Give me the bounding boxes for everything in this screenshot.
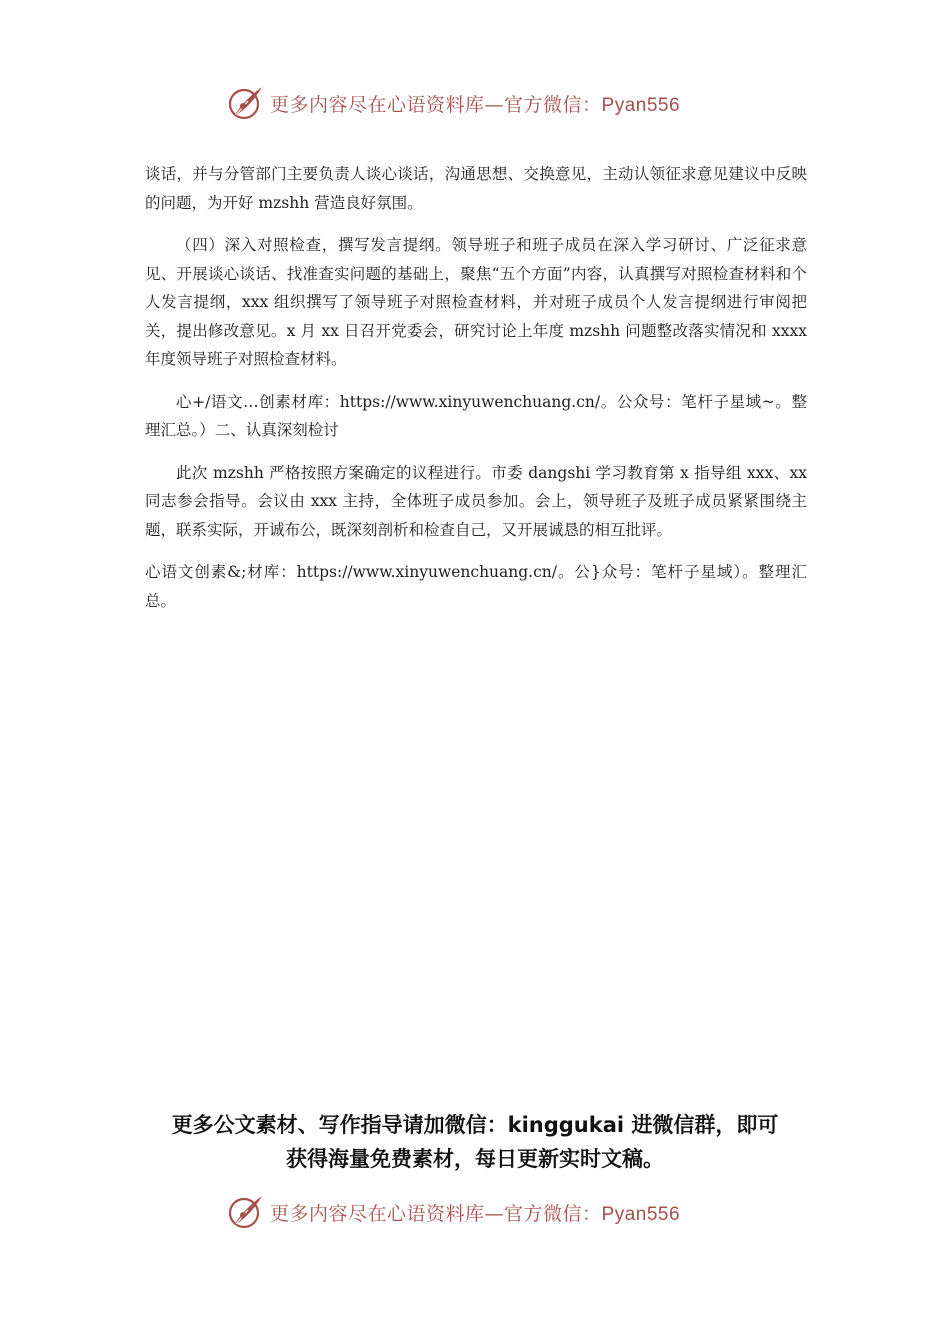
promo-block (140, 1108, 810, 1176)
paragraph-2: （四）深入对照检查，撰写发言提纲。领导班子和班子成员在深入学习研讨、广泛征求意见、开展谈心谈话、找准查实问题的基础上，聚焦“五个方面”内容，认真撰写对照检查材料和个人发言提纲，xxx 组织撰写了领导班子对照检查材料，并对班子成员个人发言提纲进行审阅把关，提出修改意见。x 月 xx 日召开党委会，研究讨论上年度 mzshh 问题整改落实情况和 xxxx 年度领导班子对照检查材料。 (145, 236, 807, 368)
banner-slogan: 更多内容尽在心语资料库—官方微信：Pyan556 (270, 93, 681, 116)
paragraph-3: 心+/语文…创素材库：https://www.xinyuwenchuang.cn/。公众号：笔杆子星域~。整理汇总。）二、认真深刻检讨 (145, 392, 807, 439)
banner-slogan: 更多内容尽在心语资料库—官方微信：Pyan556 (270, 1202, 681, 1225)
wechat-id: Pyan556 (601, 1203, 681, 1225)
header-banner (226, 83, 726, 123)
promo-line-1: 更多公文素材、写作指导请加微信：kinggukai 进微信群，即可 (171, 1113, 779, 1137)
quill-logo-icon (226, 83, 266, 123)
promo-line-2: 获得海量免费素材，每日更新实时文稿。 (286, 1147, 664, 1171)
quill-logo-icon (226, 1192, 266, 1232)
paragraph-5: 心语文创素&;材库：https://www.xinyuwenchuang.cn/。公}众号：笔杆子星域）。整理汇总。 (145, 563, 807, 610)
paragraph-4: 此次 mzshh 严格按照方案确定的议程进行。市委 dangshi 学习教育第 x 指导组 xxx、xx 同志参会指导。会议由 xxx 主持，全体班子成员参加。会上，领导班子及班子成员紧紧围绕主题，联系实际，开诚布公，既深刻剖析和检查自己，又开展诚恳的相互批评。 (145, 463, 807, 539)
paragraph-1: 谈话，并与分管部门主要负责人谈心谈话，沟通思想、交换意见，主动认领征求意见建议中反映的问题，为开好 mzshh 营造良好氛围。 (145, 165, 807, 212)
wechat-id: Pyan556 (601, 94, 681, 116)
document-body (145, 160, 807, 627)
footer-banner (226, 1192, 726, 1232)
